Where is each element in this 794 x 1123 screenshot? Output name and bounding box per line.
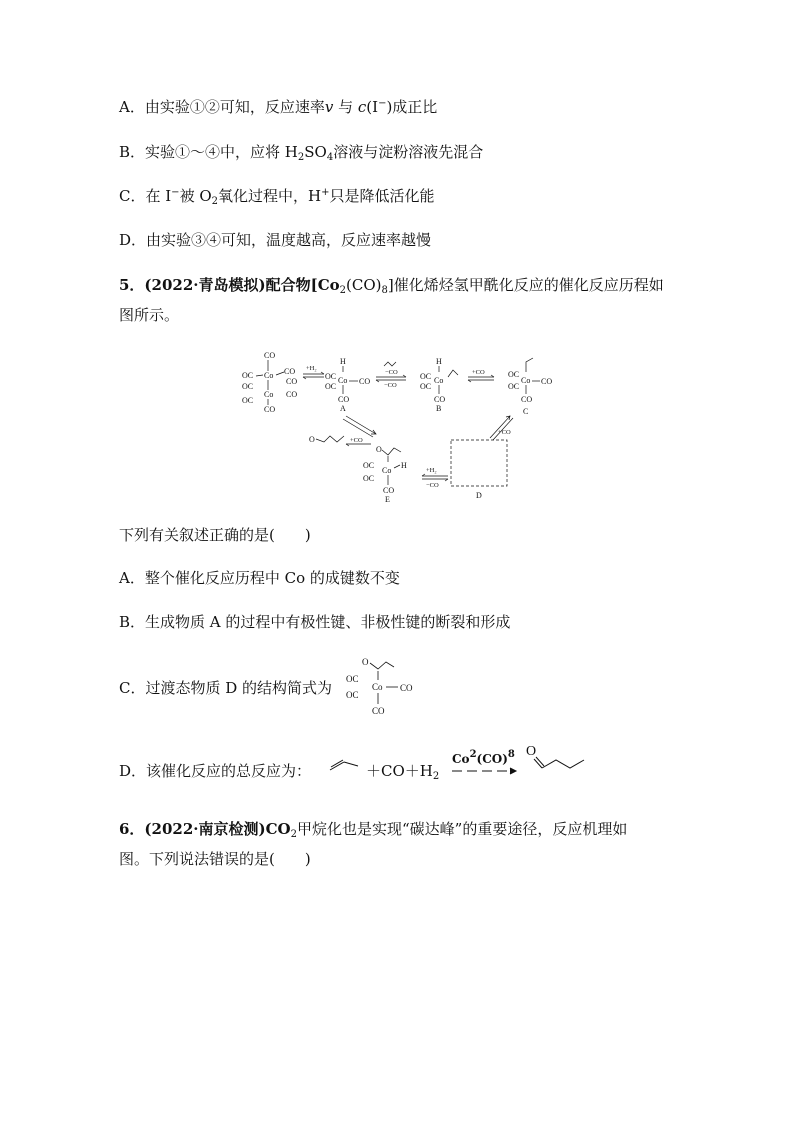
butanal-structure (522, 742, 592, 776)
ligand-label: OC (242, 396, 254, 405)
superscript: 2 (469, 749, 477, 760)
text: SO (304, 143, 327, 161)
aldehyde-product (309, 435, 371, 446)
atom-label: O (309, 435, 315, 444)
propene-structure (328, 756, 360, 774)
atom-label: O (362, 657, 369, 667)
subscript: 2 (297, 152, 305, 163)
metal-label: Co (434, 376, 444, 385)
q5-option-c: C．过渡态物质 D 的结构简式为 (119, 679, 333, 697)
text: ]催化烯烃氢甲酰化反应的催化反应历程如 (387, 276, 664, 294)
ligand-label: OC (346, 690, 359, 700)
metal-label: Co (264, 371, 274, 380)
ligand-label: CO (400, 683, 413, 693)
ligand-label: OC (363, 461, 375, 470)
atom-label: H (340, 357, 346, 366)
var-c: c (357, 98, 367, 116)
ligand-label: OC (242, 371, 254, 380)
ligand-label: CO (286, 390, 298, 399)
superscript: − (378, 98, 387, 109)
ligand-label: OC (363, 474, 375, 483)
text: (CO) (476, 752, 508, 766)
reagent-label: +H₂ (306, 365, 317, 372)
species-b (420, 357, 458, 413)
ligand-label: OC (508, 370, 520, 379)
ligand-label: OC (420, 382, 432, 391)
q5-option-a: A．整个催化反应历程中 Co 的成键数不变 (119, 569, 400, 587)
metal-label: Co (372, 682, 383, 692)
q5-stem-line2: 图所示。 (119, 306, 180, 324)
atom-label: O (526, 744, 537, 759)
species-label: E (385, 495, 390, 504)
atom-label: H (436, 357, 442, 366)
metal-label: Co (338, 376, 348, 385)
ligand-label: CO (264, 405, 276, 414)
catalytic-cycle-diagram (236, 344, 566, 504)
reagent-label: +CO (350, 437, 363, 444)
subscript: 8 (381, 285, 388, 296)
ligand-label: CO (521, 395, 533, 404)
superscript: 8 (507, 749, 515, 760)
atom-label: O (376, 445, 382, 454)
text: 氧化过程中，H (218, 187, 322, 205)
text: C．在 I (119, 187, 172, 205)
text: )成正比 (386, 98, 438, 116)
ligand-label: CO (383, 486, 395, 495)
ligand-label: CO (286, 377, 298, 386)
ligand-label: CO (372, 706, 385, 716)
species-label: D (476, 491, 482, 500)
q5-prompt: 下列有关叙述正确的是( ) (119, 526, 311, 544)
atom-label: H (401, 461, 407, 470)
subscript: 2 (290, 829, 297, 840)
ligand-label: OC (420, 372, 432, 381)
text: 溶液与淀粉溶液先混合 (333, 143, 484, 161)
text: B．实验①～④中，应将 H (119, 143, 298, 161)
text: 甲烷化也是实现“碳达峰”的重要途径，反应机理如 (296, 820, 628, 838)
ligand-label: CO (264, 351, 276, 360)
var-v: v (324, 98, 334, 116)
metal-label: Co (264, 390, 274, 399)
ligand-label: OC (346, 674, 359, 684)
subscript: 2 (339, 285, 347, 296)
co2-co8-structure (242, 351, 297, 414)
reagent-label: +H₂ (426, 467, 437, 474)
text: 与 (333, 98, 358, 116)
reagent-label: −CO (384, 382, 397, 389)
subscript: 2 (211, 196, 219, 207)
species-label: B (436, 404, 442, 413)
subscript: 4 (326, 152, 334, 163)
reagent-label: −CO (385, 369, 398, 376)
structure-d (342, 652, 432, 718)
q4-option-c (119, 185, 435, 207)
q6-stem-line2: 图。下列说法错误的是( ) (119, 850, 311, 868)
ligand-label: CO (338, 395, 350, 404)
reagent-label: +CO (472, 369, 485, 376)
text: ＋CO＋H (366, 762, 433, 780)
text: (I (366, 98, 379, 116)
ligand-label: OC (325, 372, 337, 381)
ligand-label: OC (242, 382, 254, 391)
catalyst-label (452, 749, 515, 766)
ligand-label: OC (325, 382, 337, 391)
species-c (508, 358, 552, 416)
metal-label: Co (521, 376, 531, 385)
q4-option-b (119, 141, 483, 163)
ligand-label: OC (508, 382, 520, 391)
reagent-label: −CO (426, 482, 439, 489)
text: Co (452, 752, 470, 766)
species-label: A (340, 404, 346, 413)
text: (CO) (346, 276, 382, 294)
q4-option-a (119, 96, 437, 118)
metal-label: Co (382, 466, 392, 475)
transition-state-box (451, 440, 507, 486)
q5-option-d (119, 760, 311, 782)
species-a (325, 357, 370, 413)
species-label: C (523, 407, 529, 416)
ligand-label: CO (541, 377, 553, 386)
ligand-label: CO (434, 395, 446, 404)
reagent-label: +CO (498, 429, 511, 436)
q5-stem-line1 (119, 274, 664, 296)
q5-option-d-reactants (366, 760, 439, 782)
q4-option-d: D．由实验③④可知，温度越高，反应速率越慢 (119, 231, 432, 249)
ligand-label: CO (284, 367, 296, 376)
superscript: − (171, 187, 180, 198)
superscript: + (321, 187, 330, 198)
ligand-label: CO (359, 377, 371, 386)
reaction-arrow (450, 766, 520, 776)
text: A．由实验①②可知，反应速率 (119, 98, 325, 116)
text: 6．(2022·南京检测)CO (119, 820, 291, 838)
text: D．该催化反应的总反应为： (119, 762, 312, 780)
q5-option-b: B．生成物质 A 的过程中有极性键、非极性键的断裂和形成 (119, 613, 511, 631)
subscript: 2 (432, 771, 440, 782)
species-e (363, 445, 407, 504)
text: 被 O (179, 187, 212, 205)
text: 5．(2022·青岛模拟)配合物[Co (119, 276, 340, 294)
text: 只是降低活化能 (329, 187, 435, 205)
q6-stem-line1 (119, 818, 627, 840)
